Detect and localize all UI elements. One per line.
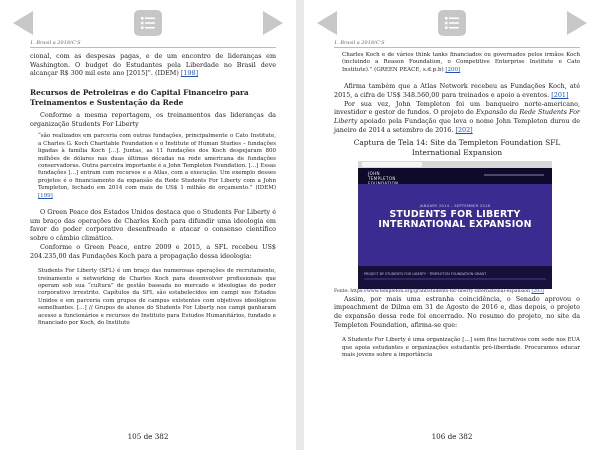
footnote-link-199[interactable]: [199] (38, 192, 53, 199)
prev-page-button[interactable] (314, 8, 340, 38)
arrow-left-icon (317, 11, 337, 35)
left-navbar (0, 8, 296, 38)
screenshot-figure (358, 161, 552, 289)
paragraph: cional, com as despesas pagas, e de um encontro de lideranças em Washington. O budget do Estudantes pela Liberdade no Brasil deve alcançar R$ 300 mil este ano [2015]”. (IDEM) [198] (30, 52, 276, 78)
block-quote: Students For Liberty (SFL) é um braço das numerosas operações de recrutamento, treinamento e networking de Charles Koch para desenvolver profissionais que operam sob sua “cultura” de gestão baseada no mercado e ideologias do poder corporativo irrestrito. Capítulos da SFL são estabelecidos em campi nos Estados Unidos e em parceria com grupos de campus existentes com objetivos ideológicos semelhantes. […] // Grupos de alunos do Students For Liberty nos campi ganharam acesso a funcionários e recursos do Instituto para Estudos Humanitários, fundado e financiado por Koch, do Instituto (38, 268, 276, 327)
footnote-link-198[interactable]: [198] (180, 69, 199, 78)
paragraph: Afirma também que a Atlas Network recebeu as Fundações Koch, até 2015, a cifra de US$ 348.560,00 para treinados e apoio a eventos. [201] (334, 82, 580, 99)
footnote-link-200[interactable]: [200] (445, 66, 461, 73)
paragraph: Conforme a mesma reportagem, os treinamentos das lideranças da organização Students For Liberty (30, 110, 276, 128)
block-quote: A Students For Liberty é uma organização […] sem fins lucrativos com sede nos EUA que apoia estudantes e organizações estudantis pró-liberdade. Procuramos educar mais jovens sobre a importância (342, 337, 580, 359)
next-page-button[interactable] (260, 8, 286, 38)
paragraph: Por sua vez, John Templeton foi um banqueiro norte-americano, investidor e gestor de fundos. O projeto de Expansão da Rede Students For Liberty apoiado pela Fundação que leva o nome John Templeton durou de janeiro de 2014 a setembro de 2016. [202] (334, 99, 580, 134)
arrow-right-icon (263, 11, 283, 35)
prev-page-button[interactable] (10, 8, 36, 38)
site-header (358, 168, 552, 184)
menu-button[interactable] (435, 8, 469, 38)
arrow-right-icon (567, 11, 587, 35)
figure-caption: Captura de Tela 14: Site da Templeton Foundation SFL International Expansion (353, 138, 561, 158)
figure-footer-text: PROJECT BY STUDENTS FOR LIBERTY · TEMPLETON FOUNDATION GRANT (364, 271, 487, 276)
left-page-content (30, 52, 276, 327)
footnote-link-201[interactable]: [201] (551, 90, 569, 99)
paragraph: Conforme o Green Peace, entre 2009 e 2015, a SFL recebeu US$ 204.235,00 das Fundações Koch para a propagação dessa ideologia: (30, 242, 276, 260)
right-page (304, 0, 600, 450)
section-title: Recursos de Petroleiras e do Capital Financeiro para Treinamentos e Sustentação da Rede (30, 88, 249, 107)
header-rule (30, 47, 276, 48)
block-quote: “são realizados em parceria com outras fundações, principalmente o Cato Institute, a Charles G. Koch Charitable Foundation e o Institute of Human Studies – fundações ligadas à família Koch […]. Juntas, as 11 fundações dos Koch despejaram 800 milhões de dólares nas duas últimas décadas na rede americana de fundações conservadoras. Outra parceira importante é a John Templeton Foundation. […] Essas fundações […] entram com recursos e a Atlas, com a execução. Um exemplo desses projetos é o financiamento da expansão da Rede Students For Liberty com a John Templeton, fechado em 2014 com mais de US$ 1 milhão de orçamento.” (IDEM) [199] (38, 133, 276, 199)
right-page-content (334, 52, 580, 360)
header-rule (334, 47, 580, 48)
arrow-left-icon (13, 11, 33, 35)
footnote-link-202[interactable]: [202] (455, 125, 473, 134)
menu-button[interactable] (131, 8, 165, 38)
block-quote: Charles Koch e de vários think tanks financiados ou governados pelos irmãos Koch (incluindo a Reason Foundation, o Competitive Enterprise Institute e Cato Institute).” (GREEN PEACE, s.d.p.b) [200] (342, 52, 580, 73)
list-menu-icon (134, 10, 162, 36)
project-dates: JANUARY 2014 – SEPTEMBER 2016 (419, 203, 491, 208)
footnote-link-203[interactable]: [203] (531, 288, 544, 294)
left-page (0, 0, 296, 450)
figure-source: Fonte: https://www.templeton.org/grant/students-for-liberty-international-expansion [203] (334, 288, 544, 294)
running-head: 1. Brasil a 2018/C’S (30, 40, 81, 46)
project-title: STUDENTS FOR LIBERTY INTERNATIONAL EXPANSION (378, 208, 532, 231)
paragraph: Assim, por mais uma estranha coincidência, o Senado aprovou o impeachment de Dilma em 31 de Agosto de 2016 e, dias depois, o projeto de expansão dessa rede foi encerrado. No resumo do projeto, no site da Templeton Foundation, afirma-se que: (334, 294, 580, 329)
page-number: 105 de 382 (127, 432, 169, 441)
right-navbar (304, 8, 600, 38)
page-number: 106 de 382 (431, 432, 473, 441)
next-page-button[interactable] (564, 8, 590, 38)
browser-bar (358, 161, 552, 168)
running-head: 1. Brasil a 2018/C’S (334, 40, 385, 46)
paragraph: O Green Peace dos Estados Unidos destaca que o Students For Liberty é um braço das operações de Charles Koch para difundir uma ideologia em favor do poder corporativo desenfreado e atacar o consenso científico sobre o câmbio climático. (30, 207, 276, 243)
list-menu-icon (438, 10, 466, 36)
templeton-logo: JOHN TEMPLETON (368, 170, 396, 181)
